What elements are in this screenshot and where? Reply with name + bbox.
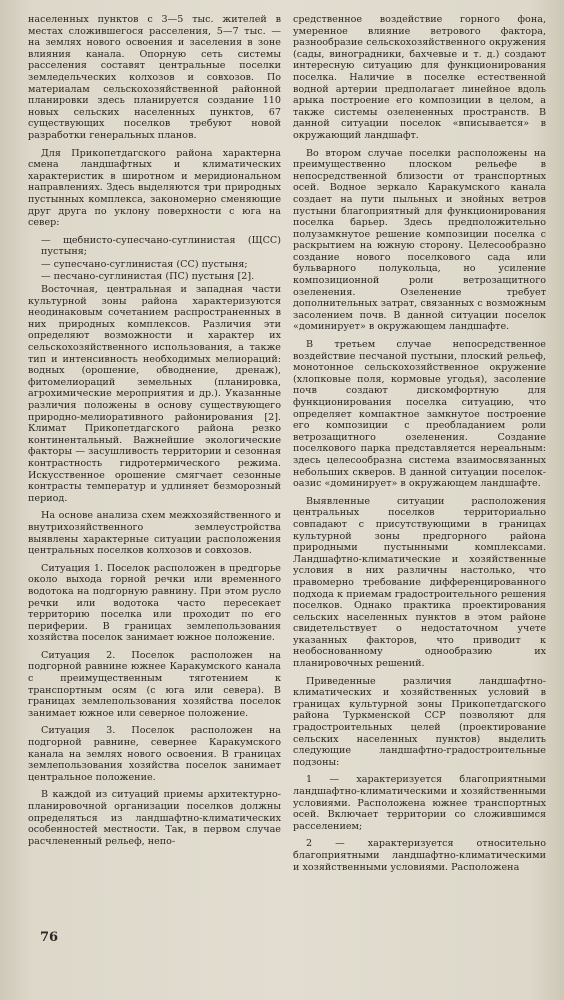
- left-column: [28, 14, 281, 944]
- paragraph: Ситуация 3. Поселок расположен на подгорной равнине, севернее Каракумского канала на землях нового освоения. В границах землепользования хозяйства поселок занимает центральное положение.: [28, 725, 281, 783]
- paragraph: Выявленные ситуации расположения центральных поселков территориально совпадают с присутствующими в границах культурной зоны предгорного района природными пустынными комплексами. Ландшафтно-климатические и хозяйственные условия в них различны настолько, что правомерно требование дифференцированного подхода к приемам градостроительного решения поселков. Однако практика проектирования сельских населенных пунктов в этом районе свидетельствует о недостаточном учете указанных факторов, что приводит к необоснованному однообразию их планировочных решений.: [293, 495, 546, 670]
- paragraph: Восточная, центральная и западная части культурной зоны района характеризуются неодинаковым сочетанием распространенных в них природных комплексов. Различия эти определяют возможности и характер их сельскохозяйственного использования, а также тип и интенсивность необходимых мелиораций: водных (орошение, обводнение, дренаж), фитомелиораций земельных (планировка, агрохимические мероприятия и др.). Указанные различия положены в основу существующего природно-мелиоративного районирования [2]. Климат Прикопетдагского района резко континентальный. Важнейшие экологические факторы — засушливость территории и сезонная контрастность гидротермического режима. Искусственное орошение смягчает сезонные контрасты температур и удлиняет безморозный период.: [28, 284, 281, 504]
- paragraph: В третьем случае непосредственное воздействие песчаной пустыни, плоский рельеф, монотонное сельскохозяйственное окружение (хлопковые поля, кормовые угодья), засоление почв создают дискомфортную для функционирования поселка ситуацию, что определяет компактное замкнутое построение его композиции с преобладанием роли ветрозащитного озеленения. Создание поселкового парка представляется нереальным: здесь целесообразна система взаимосвязанных небольших скверов. В данной ситуации поселок-оазис «доминирует» в окружающем ландшафте.: [293, 339, 546, 490]
- paragraph: населенных пунктов с 3—5 тыс. жителей в местах сложившегося расселения, 5—7 тыс. — на землях нового освоения и заселения в зоне влияния канала. Опорную сеть системы расселения составят центральные поселки земледельческих колхозов и совхозов. По материалам сельскохозяйственной районной планировки здесь планируется создание 110 новых сельских населенных пунктов, 67 существующих поселков требуют новой разработки генеральных планов.: [28, 14, 281, 141]
- paragraph: Приведенные различия ландшафтно-климатических и хозяйственных условий в границах культурной зоны Прикопетдагского района Туркменской ССР позволяют для градостроительных целей (проектирование сельских населенных пунктов) выделить следующие ландшафтно-градостроительные подзоны:: [293, 675, 546, 768]
- paragraph: Для Прикопетдагского района характерна смена ландшафтных и климатических характеристик в широтном и меридиональном направлениях. Здесь выделяются три природных пустынных комплекса, закономерно сменяющие друг друга по уклону поверхности с юга на север:: [28, 147, 281, 229]
- paragraph: — щебнисто-супесчано-суглинистая (ЩСС) пустыня;: [41, 234, 281, 258]
- text-columns: [28, 14, 546, 944]
- paragraph: 2 — характеризуется относительно благоприятными ландшафтно-климатическими и хозяйственными условиями. Расположена: [293, 838, 546, 873]
- paragraph: В каждой из ситуаций приемы архитектурно-планировочной организации поселков должны определяться из ландшафтно-климатических особенностей местности. Так, в первом случае расчлененный рельеф, непо-: [28, 789, 281, 847]
- paragraph: На основе анализа схем межхозяйственного и внутрихозяйственного землеустройства выявлены характерные ситуации расположения центральных поселков колхозов и совхозов.: [28, 510, 281, 557]
- paragraph: Ситуация 1. Поселок расположен в предгорье около выхода горной речки или временного водотока на подгорную равнину. При этом русло речки или водотока часто пересекает территорию поселка или проходит по его периферии. В границах землепользования хозяйства поселок занимает южное положение.: [28, 562, 281, 644]
- paragraph: Во втором случае поселки расположены на преимущественно плоском рельефе в непосредственной близости от транспортных осей. Водное зеркало Каракумского канала создает на пути пыльных и знойных ветров пустыни благоприятный для функционирования поселка барьер. Здесь предположительно полузамкнутое решение композиции поселка с раскрытием на южную сторону. Целесообразно создание нового поселкового сада или бульварного полукольца, но усиление композиционной роли ветрозащитного озеленения. Озеленение требует дополнительных затрат, связанных с возможным засолением почв. В данной ситуации поселок «доминирует» в окружающем ландшафте.: [293, 147, 546, 333]
- paragraph: — песчано-суглинистая (ПС) пустыня [2].: [41, 271, 255, 283]
- paragraph: — супесчано-суглинистая (СС) пустыня;: [41, 258, 248, 270]
- paragraph: средственное воздействие горного фона, умеренное влияние ветрового фактора, разнообразие сельскохозяйственного окружения (сады, виноградники, бахчевые и т. д.) создают интересную ситуацию для функционирования поселка. Наличие в поселке естественной водной артерии предполагает линейное вдоль арыка построение его композиции в целом, а также системы озелененных пространств. В данной ситуации поселок «вписывается» в окружающий ландшафт.: [293, 14, 546, 141]
- paragraph: Ситуация 2. Поселок расположен на подгорной равнине южнее Каракумского канала с преимущественным тяготением к транспортным осям (с юга или севера). В границах землепользования хозяйства поселок занимает южное или северное положение.: [28, 649, 281, 719]
- right-column: [293, 14, 546, 944]
- paragraph: 1 — характеризуется благоприятными ландшафтно-климатическими и хозяйственными условиями. Расположена южнее транспортных осей. Включает территории со сложившимся расселением;: [293, 774, 546, 832]
- page-number: 76: [40, 930, 59, 945]
